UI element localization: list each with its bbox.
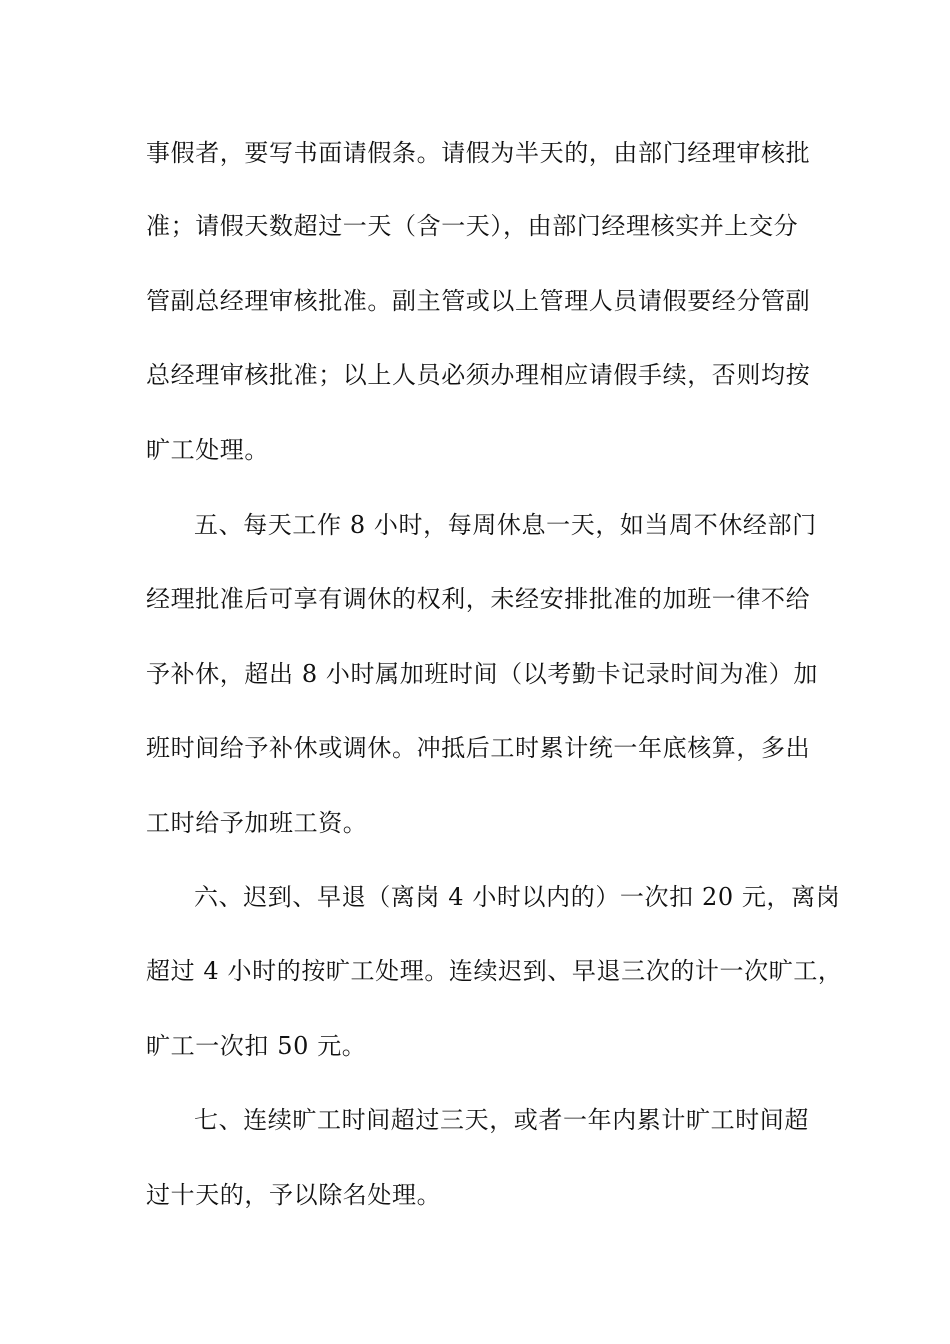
text-line: 班时间给予补休或调休。冲抵后工时累计统一年底核算，多出 xyxy=(146,734,811,762)
text-line: 予补休，超出 8 小时属加班时间（以考勤卡记录时间为准）加 xyxy=(146,660,818,688)
text-line: 超过 4 小时的按旷工处理。连续迟到、早退三次的计一次旷工， xyxy=(146,957,843,985)
text-line: 总经理审核批准；以上人员必须办理相应请假手续，否则均按 xyxy=(146,361,811,389)
paragraph-six-start: 六、迟到、早退（离岗 4 小时以内的）一次扣 20 元，离岗 xyxy=(194,883,841,911)
text-line: 旷工一次扣 50 元。 xyxy=(146,1032,367,1060)
text-line: 经理批准后可享有调休的权利，未经安排批准的加班一律不给 xyxy=(146,585,811,613)
text-line: 过十天的，予以除名处理。 xyxy=(146,1181,442,1209)
paragraph-seven-start: 七、连续旷工时间超过三天，或者一年内累计旷工时间超 xyxy=(194,1106,809,1134)
text-line: 工时给予加班工资。 xyxy=(146,809,368,837)
text-line: 管副总经理审核批准。副主管或以上管理人员请假要经分管副 xyxy=(146,287,811,315)
text-line: 准；请假天数超过一天（含一天），由部门经理核实并上交分 xyxy=(146,212,799,240)
text-line: 旷工处理。 xyxy=(146,436,269,464)
text-line: 事假者，要写书面请假条。请假为半天的，由部门经理审核批 xyxy=(146,139,811,167)
paragraph-five-start: 五、每天工作 8 小时，每周休息一天，如当周不休经部门 xyxy=(194,511,817,539)
